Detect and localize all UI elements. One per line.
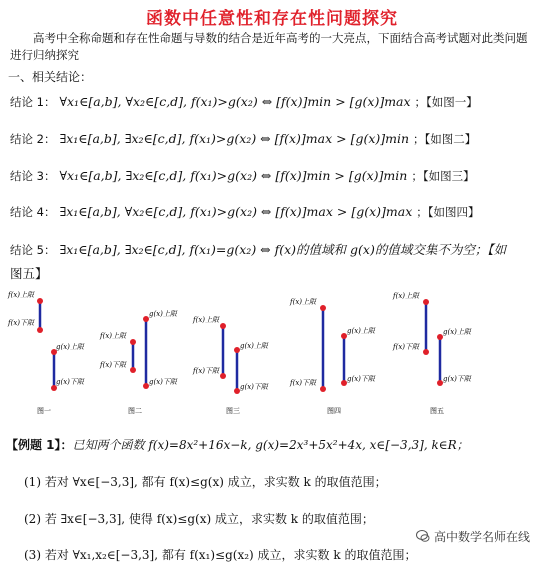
f-lower-label: f(x)下限 [8, 319, 35, 327]
conclusion-label: 结论 4： [10, 205, 56, 219]
conclusion-label: 结论 3： [10, 169, 56, 183]
f-upper-dot [130, 339, 136, 345]
g-upper-dot [143, 316, 149, 322]
g-lower-label: g(x)下限 [149, 378, 177, 386]
intro-paragraph: 高考中全称命题和存在性命题与导数的结合是近年高考的一大亮点，下面结合高考试题对此类问题进行归纳探究 [10, 31, 528, 62]
figure-ref: ；【如图一】 [414, 95, 478, 109]
conclusion-formula: ∀x₁∈[a,b], ∀x₂∈[c,d], f(x₁)>g(x₂) ⇔ [f(x)]min > [g(x)]max [59, 94, 411, 109]
f-lower-dot [320, 386, 326, 392]
watermark [416, 528, 530, 545]
example-1 [6, 436, 469, 453]
conclusion-label: 结论 2： [10, 132, 56, 146]
conclusion-label: 结论 5： [10, 243, 56, 257]
conclusion-1 [10, 94, 478, 110]
g-upper-dot [341, 333, 347, 339]
g-lower-label: g(x)下限 [240, 383, 268, 391]
figure-1 [7, 291, 85, 415]
g-lower-dot [143, 383, 149, 389]
f-upper-label: f(x)上限 [193, 316, 220, 324]
figure-caption: 图一 [37, 407, 51, 415]
g-lower-dot [437, 380, 443, 386]
conclusion-formula: ∃x₁∈[a,b], ∃x₂∈[c,d], f(x₁)>g(x₂) ⇔ [f(x)]max > [g(x)]min [59, 131, 410, 146]
chat-bubble-icon [416, 529, 430, 543]
figure-4 [289, 298, 376, 415]
question-1: (1) 若对 ∀x∈[−3,3], 都有 f(x)≤g(x) 成立，求实数 k 的取值范围； [24, 475, 387, 489]
figure-caption: 图二 [128, 407, 142, 415]
g-lower-dot [234, 388, 240, 394]
conclusion-5 [10, 240, 506, 258]
f-lower-dot [37, 327, 43, 333]
page-title: 函数中任意性和存在性问题探究 [146, 9, 398, 29]
question-2: (2) 若 ∃x∈[−3,3], 使得 f(x)≤g(x) 成立，求实数 k 的取值范围； [24, 512, 374, 526]
conclusion-5-tail: 图五】 [10, 266, 48, 281]
g-upper-label: g(x)上限 [240, 342, 268, 350]
f-upper-label: f(x)上限 [393, 292, 420, 300]
f-upper-label: f(x)上限 [290, 298, 317, 306]
g-upper-label: g(x)上限 [149, 310, 177, 318]
f-upper-dot [423, 299, 429, 305]
f-lower-label: f(x)下限 [100, 361, 127, 369]
g-lower-label: g(x)下限 [347, 375, 375, 383]
figures [0, 286, 544, 426]
f-lower-label: f(x)下限 [193, 367, 220, 375]
figure-2 [99, 310, 178, 415]
g-lower-label: g(x)下限 [56, 378, 84, 386]
f-lower-dot [220, 373, 226, 379]
f-lower-dot [130, 367, 136, 373]
conclusion-3 [10, 168, 475, 184]
g-upper-label: g(x)上限 [443, 328, 471, 336]
figure-caption: 图四 [327, 407, 341, 415]
example-text: 已知两个函数 f(x)=8x²+16x−k, g(x)=2x³+5x²+4x, x∈[−3,3], k∈R； [72, 438, 469, 452]
section-heading: 一、相关结论： [8, 70, 93, 84]
figure-5 [392, 292, 472, 415]
conclusion-formula: ∃x₁∈[a,b], ∀x₂∈[c,d], f(x₁)>g(x₂) ⇔ [f(x)]max > [g(x)]max [59, 204, 413, 219]
figure-ref: ；【如图三】 [411, 169, 475, 183]
watermark-text: 高中数学名师在线 [433, 530, 530, 544]
f-upper-label: f(x)上限 [8, 291, 35, 299]
example-label: 【例题 1】： [6, 438, 73, 452]
f-upper-dot [220, 323, 226, 329]
g-lower-label: g(x)下限 [443, 375, 471, 383]
conclusion-4 [10, 204, 479, 220]
conclusion-2 [10, 131, 476, 147]
figure-caption: 图三 [226, 407, 240, 415]
g-lower-dot [51, 385, 57, 391]
g-upper-label: g(x)上限 [347, 327, 375, 335]
f-upper-dot [37, 298, 43, 304]
conclusion-formula: ∃x₁∈[a,b], ∃x₂∈[c,d], f(x₁)=g(x₂) ⇔ f(x)的值域和 g(x)的值域交集不为空；【如 [59, 242, 507, 257]
g-upper-dot [437, 334, 443, 340]
f-lower-label: f(x)下限 [393, 343, 420, 351]
figure-ref: ；【如图四】 [416, 205, 480, 219]
f-lower-dot [423, 349, 429, 355]
g-upper-dot [51, 349, 57, 355]
conclusion-label: 结论 1： [10, 95, 56, 109]
g-lower-dot [341, 380, 347, 386]
question-3: (3) 若对 ∀x₁,x₂∈[−3,3], 都有 f(x₁)≤g(x₂) 成立，求实数 k 的取值范围； [24, 548, 417, 562]
figure-3 [192, 316, 269, 415]
g-upper-dot [234, 347, 240, 353]
g-upper-label: g(x)上限 [56, 343, 84, 351]
f-upper-label: f(x)上限 [100, 332, 127, 340]
f-lower-label: f(x)下限 [290, 379, 317, 387]
figure-caption: 图五 [430, 407, 444, 415]
figure-ref: ；【如图二】 [413, 132, 477, 146]
conclusion-formula: ∀x₁∈[a,b], ∃x₂∈[c,d], f(x₁)>g(x₂) ⇔ [f(x)]min > [g(x)]min [59, 168, 408, 183]
f-upper-dot [320, 305, 326, 311]
